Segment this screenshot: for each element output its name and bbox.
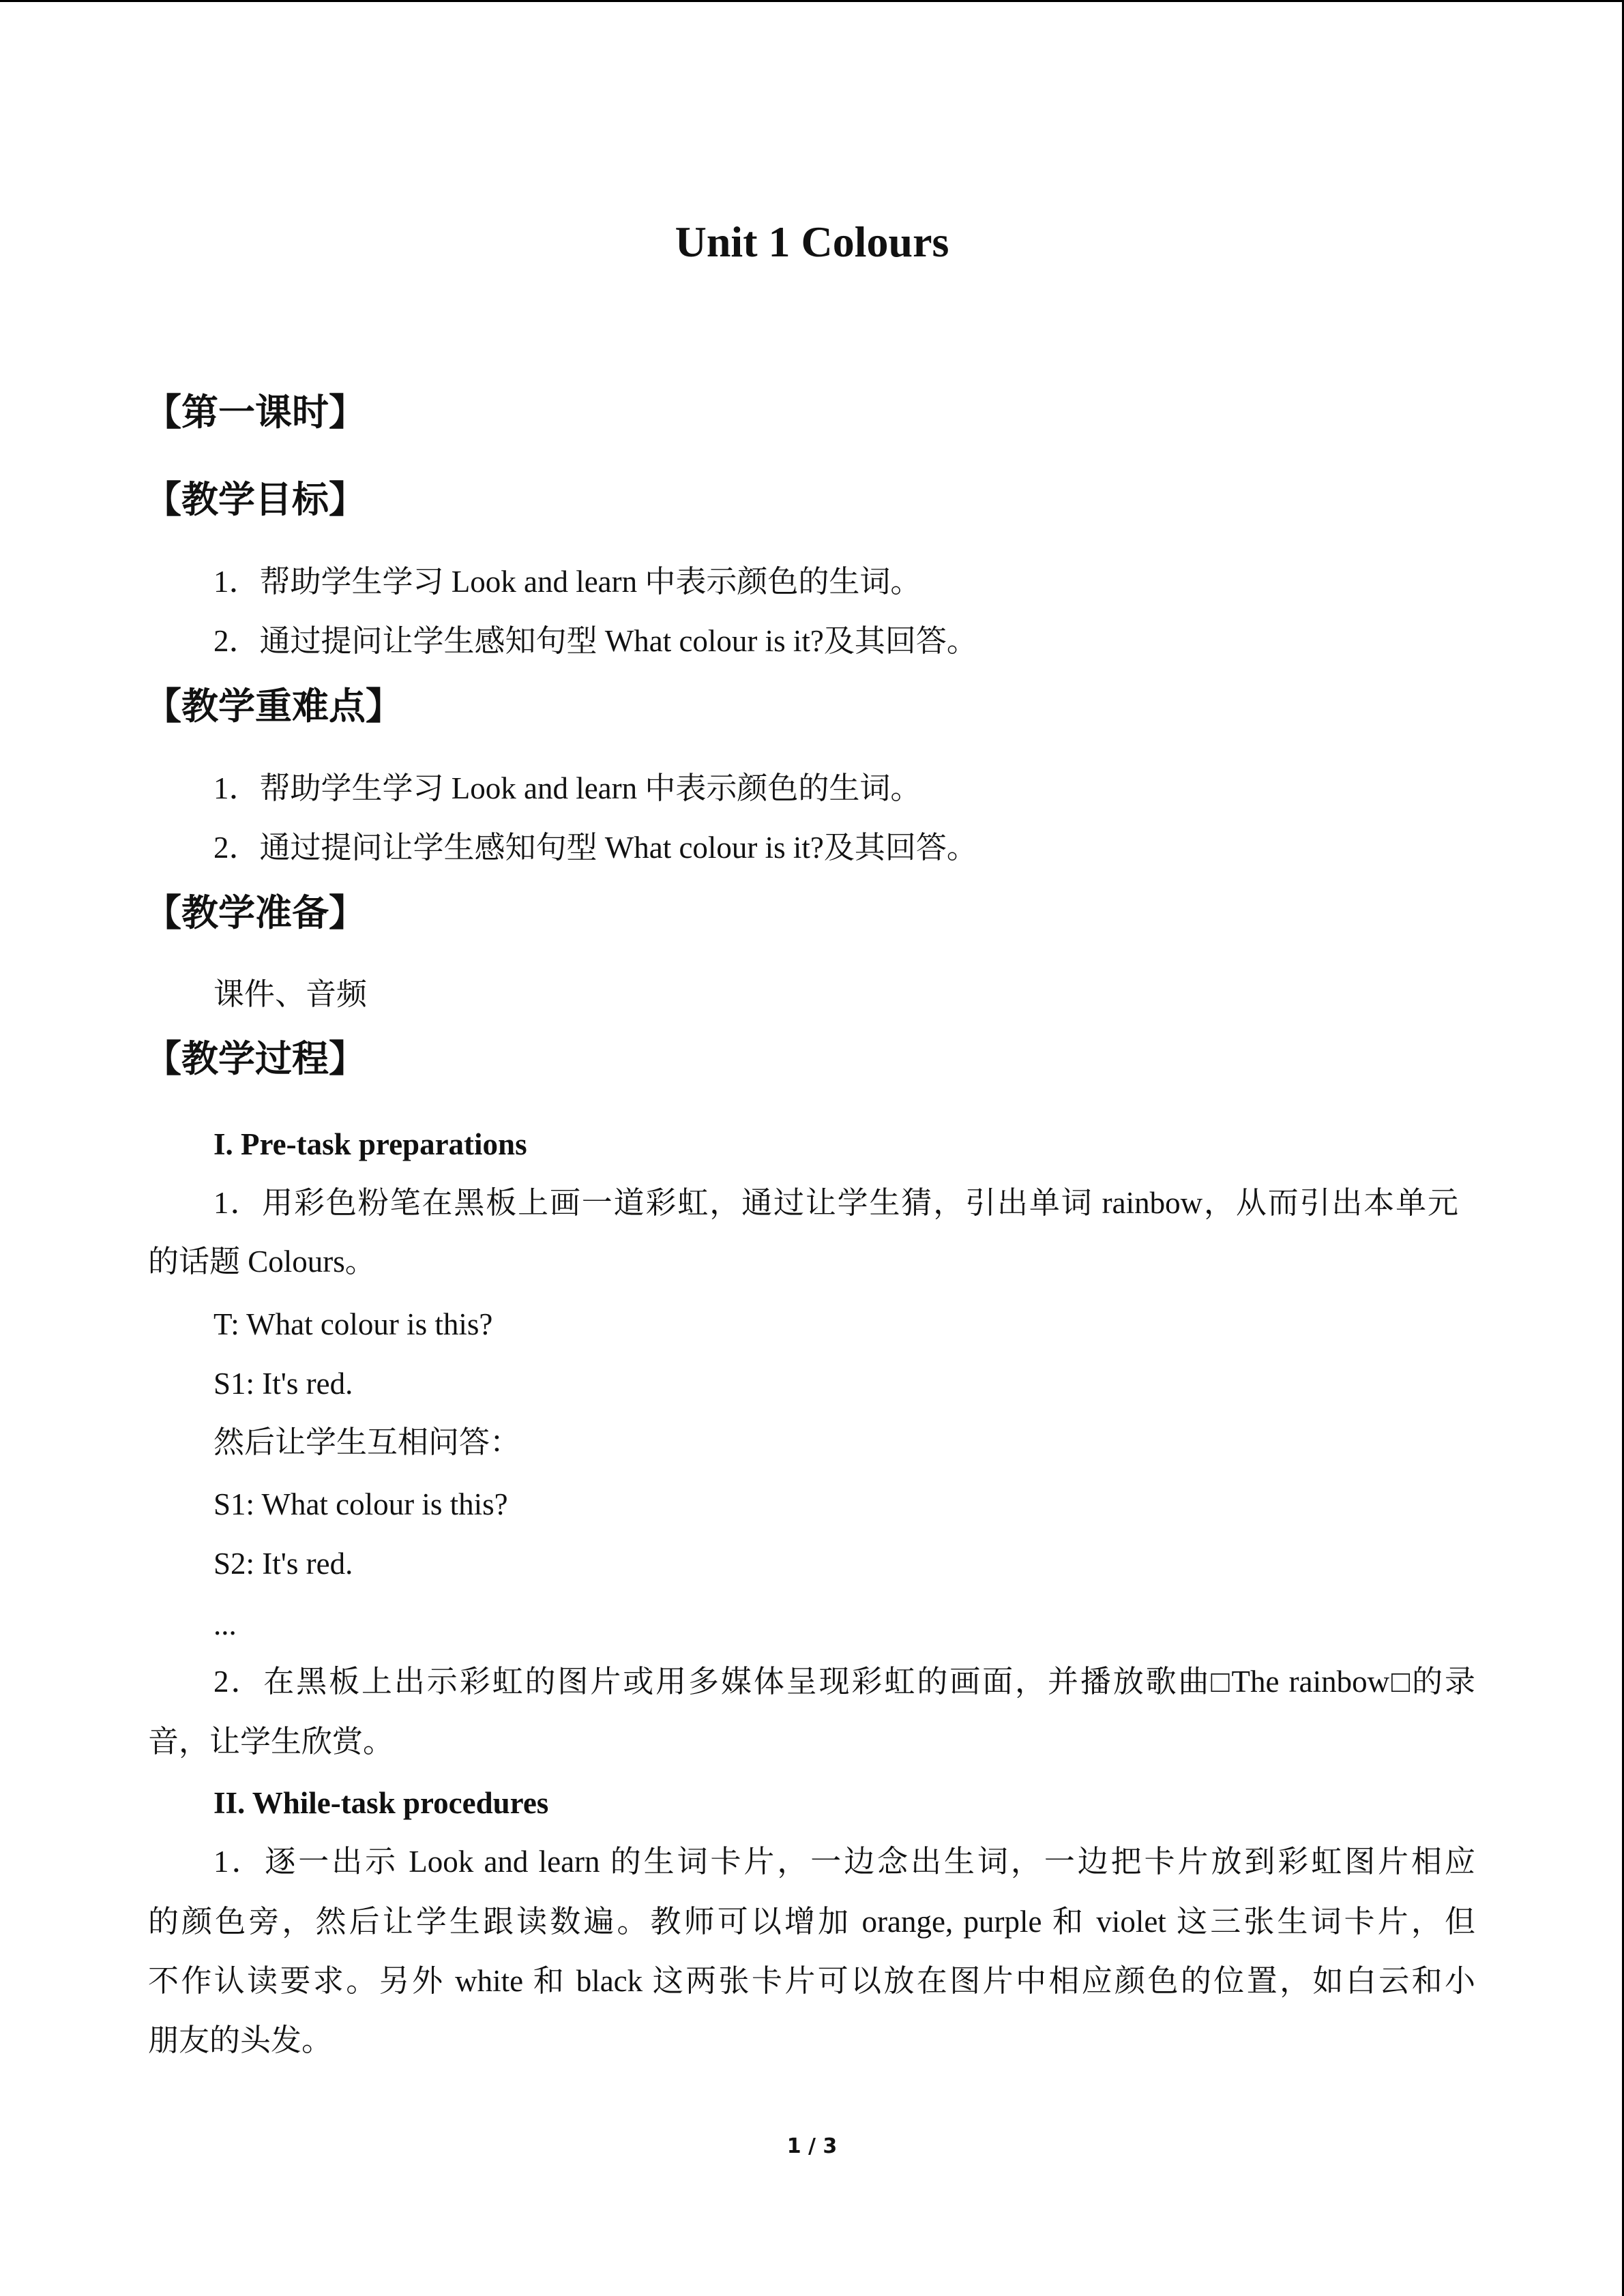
section-heading-preparation: 【教学准备】 <box>145 891 366 934</box>
preparation-text: 课件、音频 <box>213 977 368 1011</box>
dialog-line: T: What colour is this? <box>213 1307 493 1341</box>
paragraph-line: 音，让学生欣赏。 <box>148 1725 394 1759</box>
dialog-line: S1: It's red. <box>213 1367 353 1401</box>
objective-item: 2．通过提问让学生感知句型 What colour is it?及其回答。 <box>213 624 977 658</box>
ellipsis-line: ... <box>213 1607 237 1641</box>
section-heading-process: 【教学过程】 <box>145 1037 366 1080</box>
section-heading-lesson: 【第一课时】 <box>145 391 366 434</box>
paragraph-line: 的颜色旁，然后让学生跟读数遍。教师可以增加 orange, purple 和 violet 这三张生词卡片，但 <box>148 1905 1475 1939</box>
key-point-item: 2．通过提问让学生感知句型 What colour is it?及其回答。 <box>213 831 977 865</box>
subheading-while-task: II. While-task procedures <box>213 1786 549 1820</box>
document-title: Unit 1 Colours <box>675 218 949 266</box>
paragraph-line: 1．逐一出示 Look and learn 的生词卡片，一边念出生词，一边把卡片放到彩虹图片相应 <box>213 1845 1475 1879</box>
subheading-pre-task: I. Pre-task preparations <box>213 1127 527 1161</box>
key-point-item: 1．帮助学生学习 Look and learn 中表示颜色的生词。 <box>213 771 921 805</box>
objective-item: 1．帮助学生学习 Look and learn 中表示颜色的生词。 <box>213 565 921 599</box>
paragraph-line: 朋友的头发。 <box>148 2023 333 2057</box>
dialog-line: S2: It's red. <box>213 1547 353 1581</box>
dialog-line: S1: What colour is this? <box>213 1487 508 1521</box>
paragraph-line: 然后让学生互相问答： <box>213 1425 521 1459</box>
paragraph-line: 2．在黑板上出示彩虹的图片或用多媒体呈现彩虹的画面，并播放歌曲□The rainbow□的录 <box>213 1665 1475 1699</box>
paragraph-line: 1．用彩色粉笔在黑板上画一道彩虹，通过让学生猜，引出单词 rainbow，从而引出本单元 <box>213 1186 1458 1220</box>
page-number: 1 / 3 <box>786 2134 838 2158</box>
paragraph-line: 不作认读要求。另外 white 和 black 这两张卡片可以放在图片中相应颜色的位置，如白云和小 <box>148 1964 1475 1998</box>
paragraph-line: 的话题 Colours。 <box>148 1244 376 1279</box>
section-heading-key-points: 【教学重难点】 <box>145 685 402 728</box>
section-heading-objectives: 【教学目标】 <box>145 478 366 521</box>
